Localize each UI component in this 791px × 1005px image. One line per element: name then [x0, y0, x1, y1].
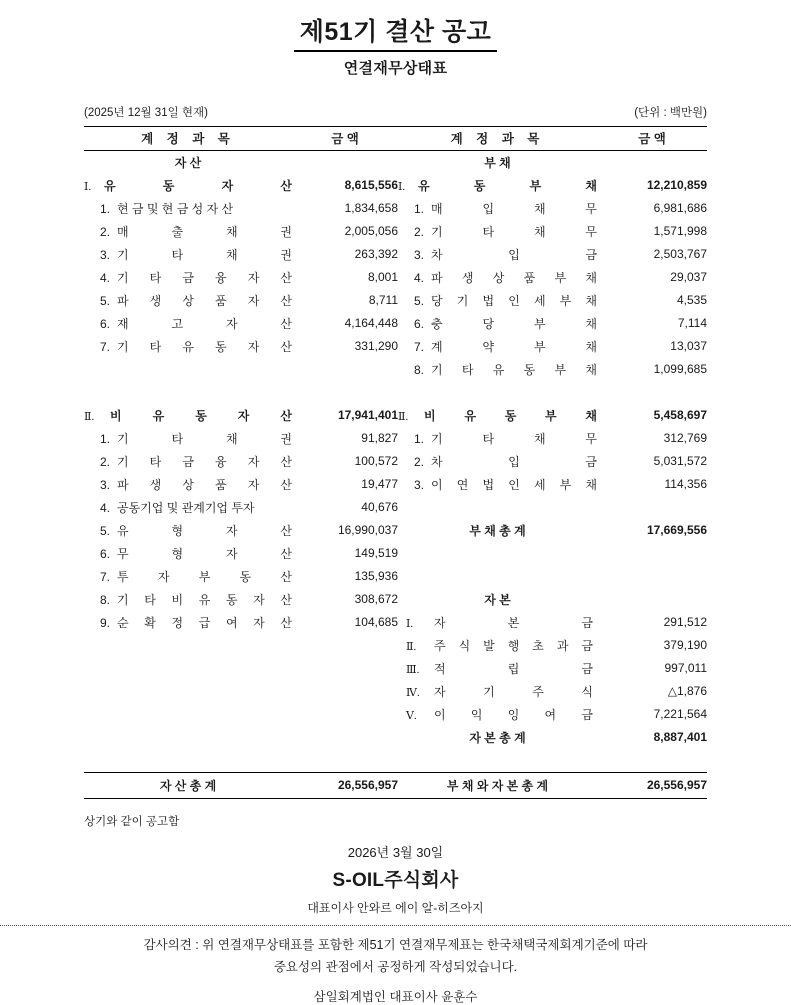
cell-amount [292, 726, 398, 749]
table-row [84, 542, 707, 565]
account-item: 2. 차 입 금 [414, 454, 597, 469]
table-row [84, 220, 707, 243]
cell-amount: 1,571,998 [653, 224, 707, 239]
audit-opinion-line-2: 중요성의 관점에서 공정하게 작성되었습니다. [273, 959, 518, 974]
cell-amount: 7,221,564 [653, 707, 707, 722]
cell-amount: 2,005,056 [344, 224, 398, 239]
table-row [84, 473, 707, 496]
header-account-left: 계 정 과 목 [84, 126, 292, 150]
account-item: 6. 충 당 부 채 [414, 316, 597, 331]
cell-empty [84, 381, 292, 404]
cell-amount: 5,458,697 [653, 408, 707, 423]
account-item: 8. 기 타 비 유 동 자 산 [100, 592, 292, 607]
cell-empty [398, 496, 597, 519]
section-title-assets: 자 산 [174, 155, 202, 170]
assets-total-amount: 26,556,957 [292, 772, 398, 798]
dotted-divider [0, 925, 791, 926]
cell-amount: 6,981,686 [653, 201, 707, 216]
declaration-note: 상기와 같이 공고함 [84, 815, 180, 828]
liabilities-total-label: 부 채 총 계 [469, 523, 526, 538]
table-row [84, 634, 707, 657]
equity-total-label: 자 본 총 계 [469, 730, 526, 745]
roman-numeral: Ⅱ. [398, 410, 409, 423]
cell-amount: 2,503,767 [653, 247, 707, 262]
table-row [84, 335, 707, 358]
audit-opinion [0, 935, 791, 979]
section-title-equity: 자 본 [484, 592, 511, 607]
cell-amount: 19,477 [361, 477, 398, 492]
cell-amount [597, 496, 707, 519]
cell-empty [84, 726, 292, 749]
cell-empty [292, 381, 398, 404]
roman-numeral: Ⅰ. [398, 180, 406, 193]
cell-empty [398, 381, 597, 404]
cell-amount [292, 634, 398, 657]
equity-item: Ⅳ. 자 기 주 식 [398, 680, 597, 703]
table-row [84, 197, 707, 220]
roman-numeral: Ⅴ. [406, 709, 417, 722]
table-row-spacer [84, 749, 707, 773]
cell-amount: 91,827 [361, 431, 398, 446]
audit-firm: 삼일회계법인 대표이사 윤훈수 [313, 989, 478, 1004]
cell-empty [84, 703, 292, 726]
table-row [84, 657, 707, 680]
table-row [84, 496, 707, 519]
cell-empty [398, 542, 597, 565]
roman-numeral: Ⅲ. [406, 663, 420, 676]
liab-equity-total-amount: 26,556,957 [597, 772, 707, 798]
cell-amount [292, 150, 398, 174]
liab-equity-total-label: 부 채 와 자 본 총 계 [398, 772, 597, 798]
cell-amount: 8,615,556 [344, 178, 398, 193]
cell-amount [292, 358, 398, 381]
cell-amount: 17,941,401 [337, 408, 398, 423]
liabilities-total-amount: 17,669,556 [646, 523, 707, 538]
cell-amount: 1,099,685 [653, 362, 707, 377]
announcement-date: 2026년 3월 30일 [347, 844, 444, 860]
cell-amount: 4,164,448 [344, 316, 398, 331]
table-row [84, 358, 707, 381]
title-block [0, 0, 791, 78]
account-item: 5. 당 기 법 인 세 부 채 [414, 293, 597, 308]
table-body [84, 150, 707, 798]
cell-amount: 4,535 [676, 293, 707, 308]
cell-empty [597, 381, 707, 404]
account-item: 4. 공동기업 및 관계기업 투자 [100, 500, 255, 515]
page-title: 제51기 결산 공고 [294, 18, 498, 52]
account-item: 8. 기 타 유 동 부 채 [414, 362, 597, 377]
cell-empty [292, 749, 398, 773]
cell-amount [597, 588, 707, 611]
cell-amount: 135,936 [354, 569, 398, 584]
table-row [84, 703, 707, 726]
table-row [84, 450, 707, 473]
grand-total-row [84, 772, 707, 798]
cell-amount: 308,672 [354, 592, 398, 607]
assets-total-label: 자 산 총 계 [84, 772, 292, 798]
cell-amount-negative: △1,876 [667, 684, 707, 699]
account-item: 3. 파 생 상 품 자 산 [100, 477, 292, 492]
account-item: 5. 유 형 자 산 [100, 523, 292, 538]
account-item: 4. 파 생 상 품 부 채 [414, 270, 597, 285]
cell-amount: 291,512 [663, 615, 707, 630]
table-row [84, 680, 707, 703]
cell-empty [597, 749, 707, 773]
cell-empty [84, 680, 292, 703]
cell-empty [84, 634, 292, 657]
table-header-row [84, 126, 707, 150]
table-row [84, 174, 707, 197]
table-row [84, 588, 707, 611]
account-item: 2. 매 출 채 권 [100, 224, 292, 239]
table-row [84, 427, 707, 450]
table-row [84, 404, 707, 427]
cell-amount: 5,031,572 [653, 454, 707, 469]
audit-opinion-line-1: 감사의견 : 위 연결재무상태표를 포함한 제51기 연결재무제표는 한국채택국제회계기준에 따라 [143, 937, 648, 952]
account-item: 7. 투 자 부 동 산 [100, 569, 292, 584]
as-of-date: (2025년 12월 31일 현재) [84, 106, 208, 119]
cell-amount: 7,114 [677, 316, 707, 331]
cell-amount [597, 150, 707, 174]
equity-total-amount: 8,887,401 [653, 730, 707, 745]
meta-row [84, 104, 707, 120]
account-item: 1. 기 타 채 권 [100, 431, 292, 446]
table-row [84, 150, 707, 174]
equity-item: Ⅱ. 주 식 발 행 초 과 금 [398, 634, 597, 657]
table-row [84, 243, 707, 266]
cell-amount: 997,011 [664, 661, 707, 676]
cell-empty [84, 657, 292, 680]
cell-amount: 29,037 [670, 270, 707, 285]
cell-amount [292, 703, 398, 726]
page-subtitle: 연결재무상태표 [343, 59, 448, 77]
account-item: 2. 기 타 금 융 자 산 [100, 454, 292, 469]
header-amount-left: 금 액 [292, 126, 398, 150]
cell-amount: 114,356 [664, 477, 707, 492]
cell-amount: 149,519 [354, 546, 398, 561]
cell-empty [84, 358, 292, 381]
account-item: 5. 파 생 상 품 자 산 [100, 293, 292, 308]
account-noncurrent-liabilities: Ⅱ. 비 유 동 부 채 [398, 408, 597, 423]
account-item: 3. 기 타 채 권 [100, 247, 292, 262]
cell-amount: 8,001 [367, 270, 398, 285]
header-amount-right: 금 액 [597, 126, 707, 150]
cell-amount [597, 542, 707, 565]
account-item: 7. 기 타 유 동 자 산 [100, 339, 292, 354]
table-row [84, 519, 707, 542]
cell-amount [597, 565, 707, 588]
account-item: 3. 이 연 법 인 세 부 채 [414, 477, 597, 492]
company-name: S-OIL주식회사 [332, 869, 459, 891]
account-item: 9. 순 확 정 급 여 자 산 [100, 615, 292, 630]
table-row [84, 266, 707, 289]
cell-amount: 13,037 [670, 339, 707, 354]
roman-numeral: Ⅱ. [406, 640, 417, 653]
cell-empty [398, 749, 597, 773]
account-item: 2. 기 타 채 무 [414, 224, 597, 239]
cell-empty [398, 565, 597, 588]
cell-empty [84, 749, 292, 773]
table-row [84, 312, 707, 335]
account-noncurrent-assets: Ⅱ. 비 유 동 자 산 [84, 408, 292, 423]
account-current-liabilities: Ⅰ. 유 동 부 채 [398, 178, 597, 193]
ceo-name: 대표이사 안와르 에이 알-히즈아지 [307, 900, 484, 915]
cell-amount: 8,711 [368, 293, 398, 308]
table-row [84, 565, 707, 588]
balance-sheet-table-wrap [84, 126, 707, 799]
account-item: 3. 차 입 금 [414, 247, 597, 262]
cell-amount: 40,676 [361, 500, 398, 515]
section-title-liabilities: 부 채 [484, 155, 511, 170]
cell-amount [292, 657, 398, 680]
roman-numeral: Ⅳ. [406, 686, 420, 699]
account-item: 1. 현 금 및 현 금 성 자 산 [100, 201, 234, 216]
table-row-spacer [84, 381, 707, 404]
cell-amount: 16,990,037 [337, 523, 398, 538]
account-item: 4. 기 타 금 융 자 산 [100, 270, 292, 285]
table-row [84, 289, 707, 312]
table-row [84, 726, 707, 749]
cell-amount: 331,290 [354, 339, 398, 354]
cell-amount: 379,190 [663, 638, 707, 653]
equity-item: Ⅰ. 자 본 금 [398, 611, 597, 634]
account-item: 7. 계 약 부 채 [414, 339, 597, 354]
cell-amount: 12,210,859 [646, 178, 707, 193]
cell-amount [292, 680, 398, 703]
account-current-assets: Ⅰ. 유 동 자 산 [84, 178, 292, 193]
balance-sheet-table [84, 126, 707, 799]
signature-block [0, 842, 791, 916]
cell-amount: 104,685 [354, 615, 398, 630]
table-row [84, 611, 707, 634]
cell-amount: 100,572 [354, 454, 398, 469]
unit-note: (단위 : 백만원) [634, 106, 707, 119]
cell-amount: 312,769 [663, 431, 707, 446]
account-item: 1. 기 타 채 무 [414, 431, 597, 446]
account-item: 6. 재 고 자 산 [100, 316, 292, 331]
roman-numeral: Ⅰ. [84, 180, 92, 193]
header-account-right: 계 정 과 목 [398, 126, 597, 150]
equity-item: Ⅴ. 이 익 잉 여 금 [398, 703, 597, 726]
cell-amount: 263,392 [354, 247, 398, 262]
cell-amount: 1,834,658 [344, 201, 398, 216]
roman-numeral: Ⅰ. [406, 617, 414, 630]
equity-item: Ⅲ. 적 립 금 [398, 657, 597, 680]
account-item: 6. 무 형 자 산 [100, 546, 292, 561]
roman-numeral: Ⅱ. [84, 410, 95, 423]
account-item: 1. 매 입 채 무 [414, 201, 597, 216]
